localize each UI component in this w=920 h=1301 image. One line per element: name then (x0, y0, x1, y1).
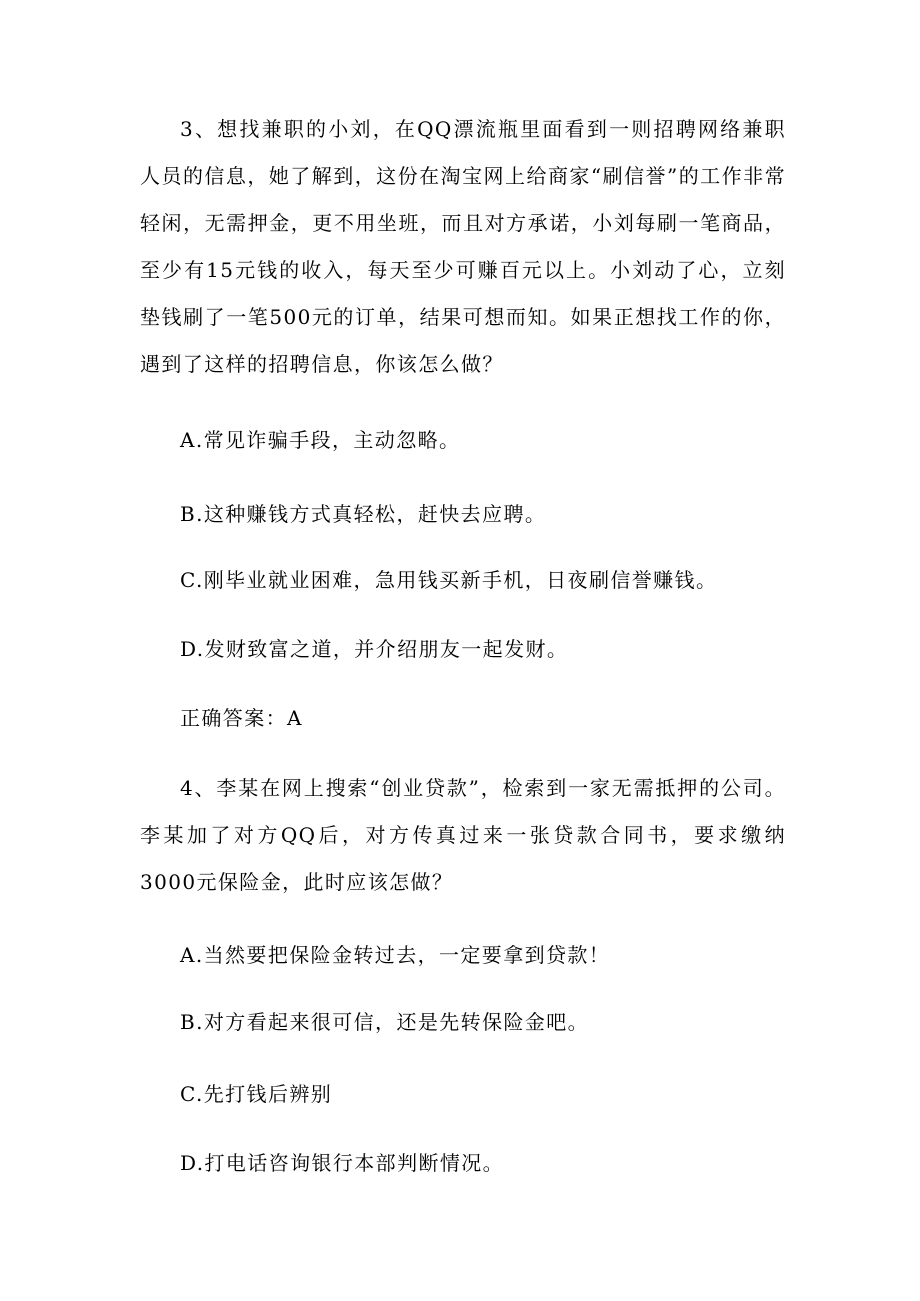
question-4-option-a: A.当然要把保险金转过去，一定要拿到贷款！ (180, 943, 611, 967)
question-3-option-d: D.发财致富之道，并介绍朋友一起发财。 (180, 637, 569, 661)
question-4-option-d: D.打电话咨询银行本部判断情况。 (180, 1151, 505, 1175)
question-3-option-a: A.常见诈骗手段，主动忽略。 (180, 428, 461, 452)
question-3-answer: 正确答案：A (180, 706, 303, 730)
question-3-stem: 3、想找兼职的小刘，在QQ漂流瓶里面看到一则招聘网络兼职人员的信息，她了解到，这份在淘宝网上给商家“刷信誉”的工作非常轻闲，无需押金，更不用坐班，而且对方承诺，小刘每刷一笔商品，至少有15元钱的收入，每天至少可赚百元以上。小刘动了心，立刻垫钱刷了一笔500元的订单，结果可想而知。如果正想找工作的你，遇到了这样的招聘信息，你该怎么做？ (140, 117, 786, 376)
question-4-option-b: B.对方看起来很可信，还是先转保险金吧。 (180, 1010, 590, 1034)
question-3-option-c: C.刚毕业就业困难，急用钱买新手机，日夜刷信誉赚钱。 (180, 568, 718, 592)
question-4-stem: 4、李某在网上搜索“创业贷款”，检索到一家无需抵押的公司。李某加了对方QQ后，对方传真过来一张贷款合同书，要求缴纳3000元保险金，此时应该怎做？ (140, 776, 786, 894)
question-4-option-c: C.先打钱后辨别 (180, 1082, 333, 1106)
question-3-option-b: B.这种赚钱方式真轻松，赶快去应聘。 (180, 502, 547, 526)
